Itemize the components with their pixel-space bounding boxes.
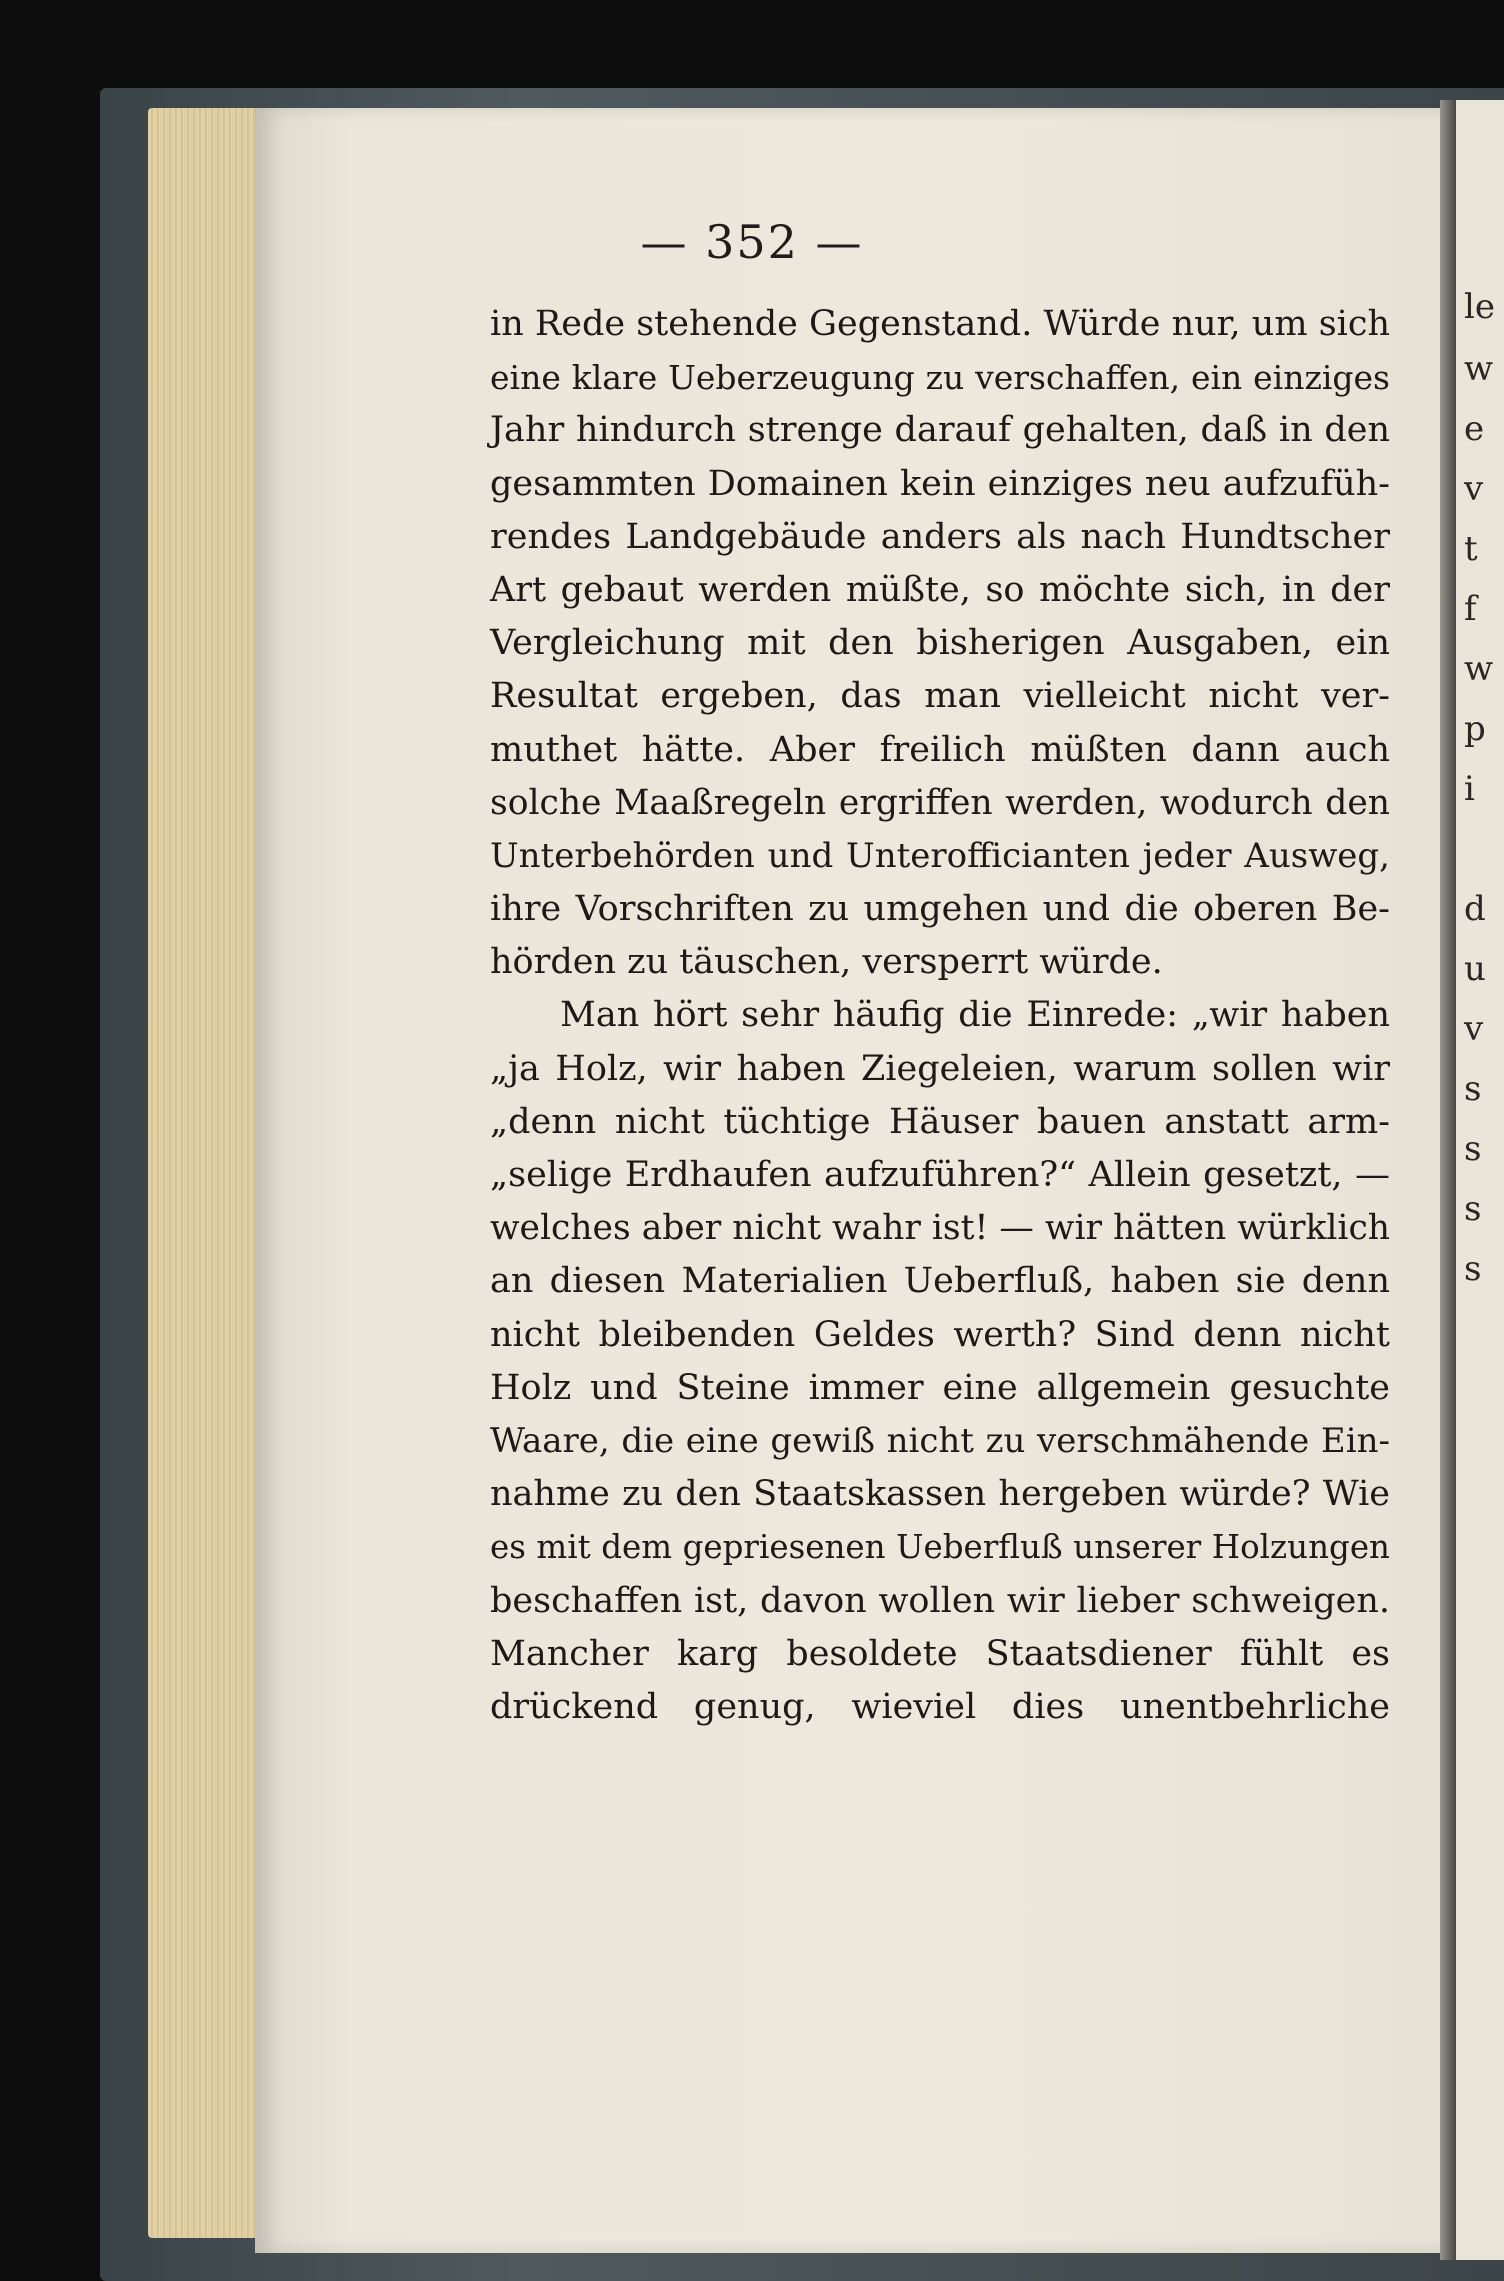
text-line: Resultat ergeben, das man vielleicht nicht ver- — [490, 676, 1390, 717]
next-page-fragment: v — [1464, 1009, 1484, 1049]
text-line: Waare, die eine gewiß nicht zu verschmähende Ein- — [490, 1420, 1390, 1461]
text-line: „denn nicht tüchtige Häuser bauen anstatt arm- — [490, 1101, 1390, 1142]
text-line: „ja Holz, wir haben Ziegeleien, warum sollen wir — [490, 1048, 1390, 1089]
text-line: nahme zu den Staatskassen hergeben würde? Wie — [490, 1474, 1390, 1515]
next-page-fragment: t — [1464, 529, 1478, 569]
text-line: drückend genug, wieviel dies unentbehrliche — [490, 1686, 1390, 1727]
text-line: muthet hätte. Aber freilich müßten dann auch — [490, 729, 1390, 770]
text-line: solche Maaßregeln ergriffen werden, wodurch den — [490, 782, 1390, 823]
body-text — [490, 298, 1390, 1734]
text-line: eine klare Ueberzeugung zu verschaffen, ein einziges — [490, 358, 1390, 398]
next-page-fragment: f — [1464, 589, 1477, 629]
text-line: hörden zu täuschen, versperrt würde. — [490, 942, 1163, 983]
next-page-fragment: v — [1464, 469, 1484, 509]
text-line: Holz und Steine immer eine allgemein gesuchte — [490, 1367, 1390, 1408]
next-page-fragment: u — [1464, 949, 1486, 989]
text-line: Unterbehörden und Unterofficianten jeder Ausweg, — [490, 835, 1390, 876]
next-page-fragment: s — [1464, 1189, 1482, 1229]
next-page-fragment: w — [1464, 649, 1494, 689]
text-line: in Rede stehende Gegenstand. Würde nur, um sich — [490, 304, 1390, 344]
text-line: Jahr hindurch strenge darauf gehalten, daß in den — [490, 410, 1390, 451]
text-line: beschaffen ist, davon wollen wir lieber schweigen. — [490, 1580, 1390, 1621]
text-line: an diesen Materialien Ueberfluß, haben sie denn — [490, 1261, 1390, 1302]
next-page-fragment: s — [1464, 1129, 1482, 1169]
text-line: gesammten Domainen kein einziges neu aufzufüh- — [490, 463, 1390, 504]
next-page-fragment: d — [1464, 889, 1486, 929]
text-line: welches aber nicht wahr ist! — wir hätten würklich — [490, 1208, 1390, 1249]
text-line: Mancher karg besoldete Staatsdiener fühlt es — [490, 1633, 1390, 1674]
text-line: rendes Landgebäude anders als nach Hundtscher — [490, 516, 1390, 557]
next-page-fragment: w — [1464, 349, 1494, 389]
text-line: Art gebaut werden müßte, so möchte sich, in der — [490, 569, 1390, 610]
text-line: ihre Vorschriften zu umgehen und die oberen Be- — [490, 889, 1390, 930]
next-page-fragment: p — [1464, 709, 1486, 749]
page-edges — [148, 108, 258, 2238]
next-page-fragment: le — [1464, 287, 1495, 327]
next-page-fragment: s — [1464, 1069, 1482, 1109]
text-line: „selige Erdhaufen aufzuführen?“ Allein gesetzt, — — [490, 1155, 1390, 1195]
next-page-fragment: s — [1464, 1249, 1482, 1289]
next-page-fragment: e — [1464, 409, 1485, 449]
text-line: es mit dem gepriesenen Ueberfluß unserer Holzungen — [490, 1528, 1390, 1567]
next-page-edge — [1456, 100, 1504, 2260]
text-line: nicht bleibenden Geldes werth? Sind denn nicht — [490, 1314, 1390, 1355]
text-line: Vergleichung mit den bisherigen Ausgaben, ein — [490, 623, 1390, 664]
text-line: Man hört sehr häufig die Einrede: „wir haben — [560, 995, 1390, 1036]
page-number-header: — 352 — — [640, 215, 864, 269]
next-page-fragment: i — [1464, 769, 1475, 809]
